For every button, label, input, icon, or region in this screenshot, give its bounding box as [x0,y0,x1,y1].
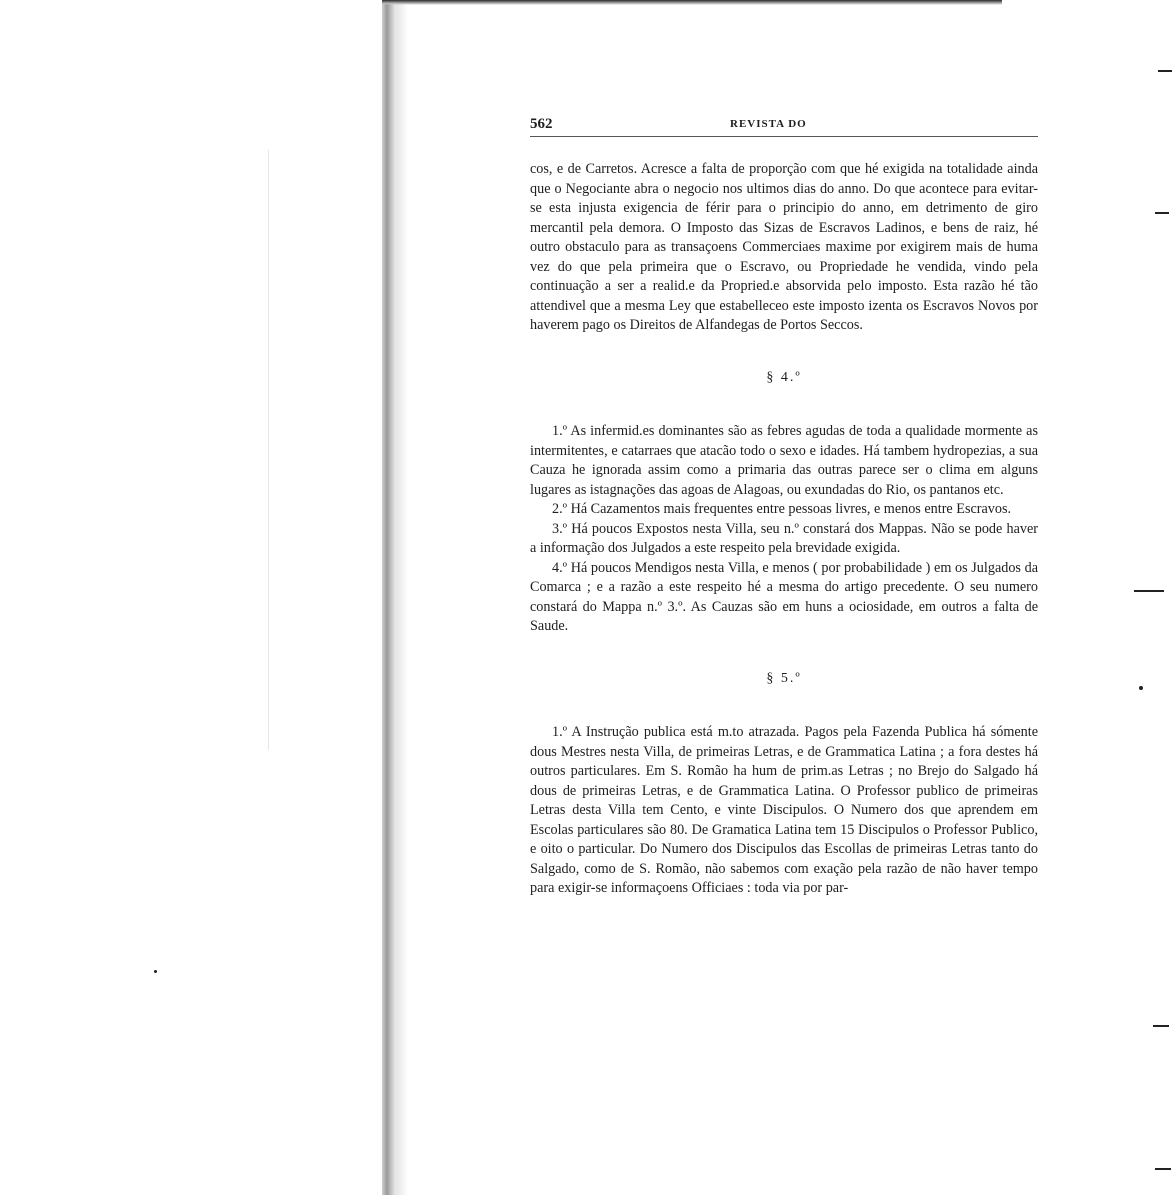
edge-speck [1155,1168,1171,1170]
edge-speck [1158,70,1172,72]
edge-speck [1153,1025,1169,1027]
section-4-paragraph-4: 4.º Há poucos Mendigos nesta Villa, e menos ( por probabilidade ) em os Julgados da Comarca ; e a razão a este respeito hé a mesma do artigo precedente. O seu numero constará do Mappa n.º 3.º. As Cauzas são em huns a ociosidade, em outros a falta de Saude. [530,559,1038,634]
ink-spot [1139,686,1143,690]
section-4-paragraph-2: 2.º Há Cazamentos mais frequentes entre pessoas livres, e menos entre Escravos. [552,501,1012,517]
page-header [530,114,1038,137]
continuation-paragraph: cos, e de Carretos. Acresce a falta de proporção com que hé exigida na totalidade ainda que o Negociante abra o negocio nos ultimos dias do anno. Do que acontece para evitar-se esta injusta exigencia de férir para o principio do anno, em detrimento de giro mercantil pela demora. O Imposto das Sizas de Escravos Ladinos, e bens de raiz, hé outro obstaculo para as transaçoens Commerciaes maxime por exigirem mais de huma vez do que pela primeira que o Escravo, ou Propriedade he vendida, vindo pela continuação a ser a realid.e da Propried.e absorvida pelo imposto. Esta razão hé tão attendivel que a mesma Ley que estabelleceo este imposto izenta os Escravos Novos por haverem pago os Direitos de Alfandegas de Portos Seccos. [530,161,1038,333]
ink-spot [154,970,157,973]
section-5-paragraph-1: 1.º A Instrução publica está m.to atrazada. Pagos pela Fazenda Publica há sómente dous Mestres nesta Villa, de primeiras Letras, e de Grammatica Latina ; a fora destes há outros particulares. Em S. Romão ha hum de prim.as Letras ; no Brejo do Salgado há dous de primeiras Letras, e de Grammatica Latina. O Professor publico de primeiras Letras desta Villa tem Cento, e vinte Discipulos. O Numero dos que aprendem em Escolas particulares são 80. De Gramatica Latina tem 15 Discipulos o Professor Publico, e oito o particular. Do Numero dos Discipulos das Escollas de primeiras Letras tanto do Salgado, como de S. Romão, não sabemos com exação pela razão de não haver tempo para exigir-se informaçoens Officiaes : toda via por par- [530,724,1038,896]
running-title: REVISTA DO [730,118,807,130]
page-top-edge [382,0,1002,5]
page-binding-gradient [396,0,408,1195]
edge-speck [1134,590,1164,592]
section-heading-4: § 4.º [766,369,802,385]
page-binding-shadow [382,0,396,1195]
bleed-through-line [268,150,269,750]
page-number: 562 [530,116,553,132]
page-body [530,160,1038,899]
section-4-paragraph-1: 1.º As infermid.es dominantes são as febres agudas de toda a qualidade mormente as intermitentes, e catarraes que atacão todo o sexo e idades. Há tambem hydropezias, a sua Cauza he ignorada assim como a primaria das outras parece ser o clima em alguns lugares as istagnações das agoas de Alagoas, ou exundadas do Rio, os pantanos etc. [530,423,1038,498]
section-4-paragraph-3: 3.º Há poucos Expostos nesta Villa, seu n.º constará dos Mappas. Não se pode haver a informação dos Julgados a este respeito pela brevidade exigida. [530,520,1038,556]
edge-speck [1155,212,1169,214]
section-heading-5: § 5.º [766,670,802,686]
